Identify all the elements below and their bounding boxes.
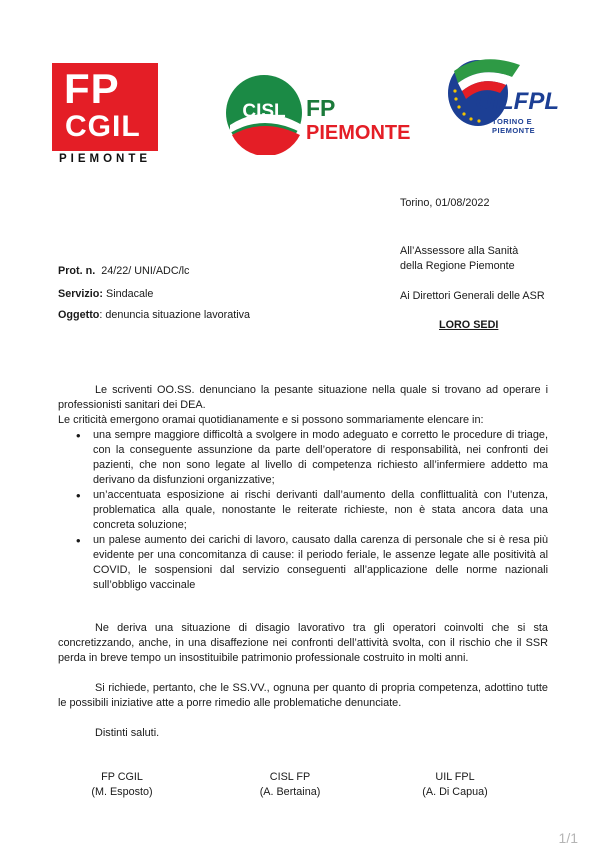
fp-cgil-logo-region: PIEMONTE <box>58 153 152 165</box>
recipient-line-2: della Regione Piemonte <box>400 260 515 272</box>
fp-cgil-logo-box <box>52 63 158 151</box>
paragraph-intro: Le scriventi OO.SS. denunciano la pesante situazione nella quale si trovano ad operare i professionisti sanitari dei DEA. <box>58 384 548 411</box>
cisl-fp-logo <box>224 73 414 163</box>
signature-org: FP CGIL <box>101 771 143 783</box>
uil-logo-name: UILFPL <box>475 88 559 115</box>
signature-name: (A. Di Capua) <box>422 786 488 798</box>
uil-fpl-logo <box>442 55 572 135</box>
letter-date: Torino, 01/08/2022 <box>400 197 490 209</box>
cisl-emblem-text: CISL <box>242 101 286 122</box>
service-label: Servizio: <box>58 288 104 300</box>
subject-value: : denuncia situazione lavorativa <box>99 309 251 321</box>
signature-block-cislfp <box>235 770 345 800</box>
subject-label: Oggetto <box>58 309 100 321</box>
protocol-label: Prot. n. <box>58 265 96 277</box>
list-item: • una sempre maggiore difficoltà a svolgere in modo adeguato e corretto le procedure di triage, con la conseguente assunzione da parte dell’operatore di responsabilità, nei confronti dei pazienti, che non sono legate al livello di competenza richiesto all’infermiere addetto ma derivano da disfunzioni organizzative; <box>76 428 548 488</box>
signature-name: (A. Bertaina) <box>259 786 321 798</box>
paragraph-criticita: Le criticità emergono oramai quotidianamente e si possono sommariamente elencare in: <box>58 414 484 426</box>
closing-greeting: Distinti saluti. <box>95 727 160 739</box>
service-value: Sindacale <box>106 288 154 300</box>
fp-cgil-logo <box>52 63 158 167</box>
signature-org: UIL FPL <box>435 771 475 783</box>
protocol-value: 24/22/ UNI/ADC/lc <box>101 265 190 277</box>
criticita-list <box>76 428 548 593</box>
cisl-logo-region: PIEMONTE <box>306 122 411 144</box>
paragraph-request: Si richiede, pertanto, che le SS.VV., ognuna per quanto di propria competenza, adottino tutte le possibili iniziative atte a porre rimedio alle problematiche denunciate. <box>58 682 548 709</box>
list-item: • un palese aumento dei carichi di lavoro, causato dalla carenza di personale che si è resa più evidente per una concomitanza di cause: il periodo feriale, le assenze legate alle positività al COVID, le sospensioni dal servizio conseguenti all’applicazione delle norme nazionali sull’obbligo vaccinale <box>76 533 548 593</box>
fp-cgil-logo-fp: FP <box>64 65 120 112</box>
recipient-line-3: Ai Direttori Generali delle ASR <box>400 290 545 302</box>
protocol-line <box>58 264 189 278</box>
signature-block-uilfpl <box>400 770 510 800</box>
signature-block-fpcgil <box>72 770 172 800</box>
list-item: • un’accentuata esposizione ai rischi derivanti dall’aumento della conflittualità con l’utenza, problematica alla quale, nonostante le reiterate richieste, non è stata ancora data una concreta soluzione; <box>76 488 548 533</box>
signature-name: (M. Esposto) <box>91 786 153 798</box>
letter-body <box>58 383 548 593</box>
loro-sedi: LORO SEDI <box>439 319 499 331</box>
subject-line <box>58 308 250 322</box>
paragraph-consequences: Ne deriva una situazione di disagio lavorativo tra gli operatori coinvolti che si sta concretizzando, anche, in una disaffezione nei confronti dell’attività svolta, con il rischio che il SSR perda in breve tempo un insostituibile patrimonio professionale costruito in molti anni. <box>58 622 548 664</box>
uil-logo-region: TORINO E PIEMONTE <box>492 117 536 135</box>
page-number: 1/1 <box>558 830 578 846</box>
cisl-logo-fp: FP <box>306 95 336 121</box>
cisl-emblem-icon <box>224 73 306 155</box>
signature-org: CISL FP <box>269 771 311 783</box>
fp-cgil-logo-cgil: CGIL <box>65 110 141 143</box>
service-line <box>58 287 153 301</box>
recipient-line-1: All’Assessore alla Sanità <box>400 245 519 257</box>
